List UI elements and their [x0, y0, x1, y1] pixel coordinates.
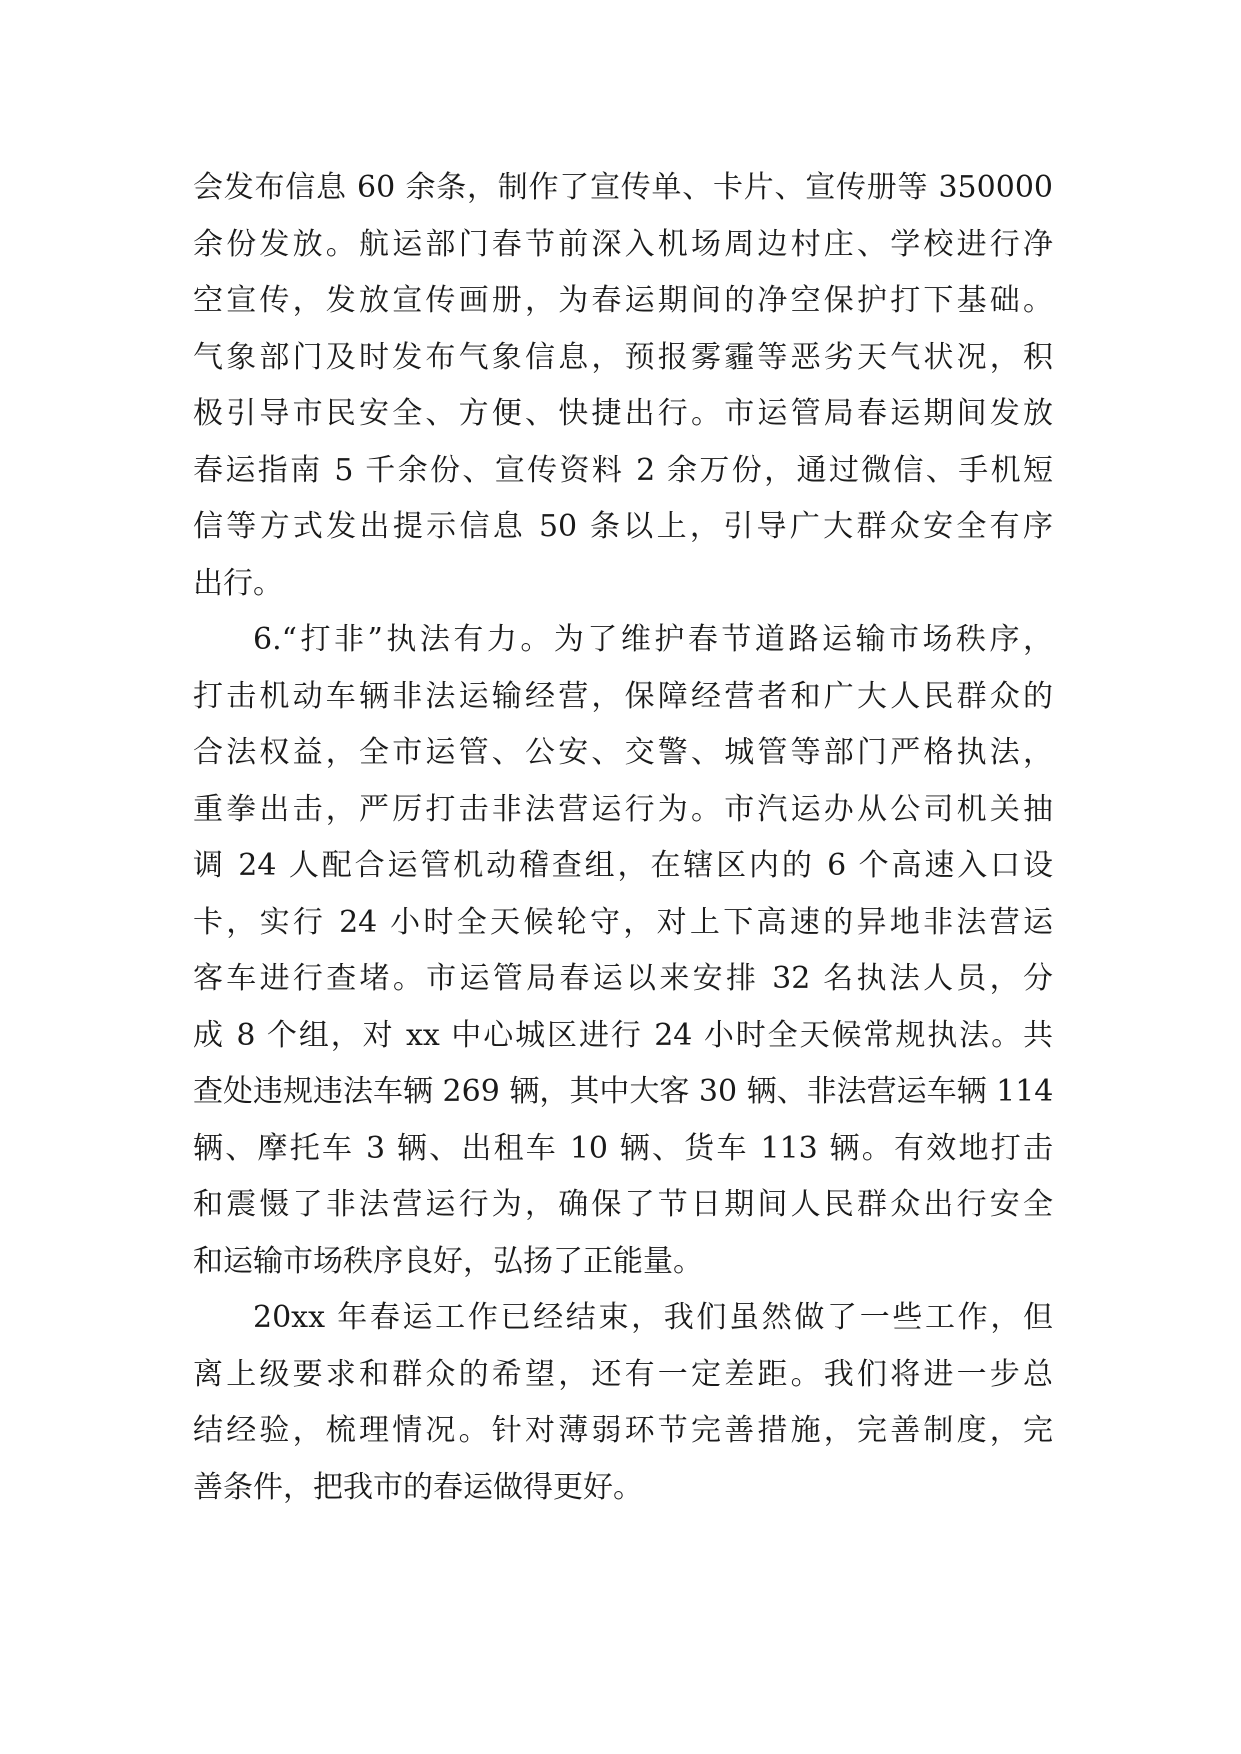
paragraph-publicity: [193, 160, 1053, 612]
text-line: 余份发放。航运部门春节前深入机场周边村庄、学校进行净: [193, 226, 1053, 262]
text-line: 查处违规违法车辆 269 辆，其中大客 30 辆、非法营运车辆 114: [193, 1074, 1053, 1109]
paragraph-conclusion: [193, 1290, 1053, 1516]
text-line: 极引导市民安全、方便、快捷出行。市运管局春运期间发放: [193, 396, 1053, 431]
text-line: 20xx 年春运工作已经结束，我们虽然做了一些工作，但: [253, 1300, 1053, 1335]
text-line: 离上级要求和群众的希望，还有一定差距。我们将进一步总: [193, 1356, 1053, 1392]
text-line: 和震慑了非法营运行为，确保了节日期间人民群众出行安全: [193, 1187, 1053, 1222]
text-line: 卡，实行 24 小时全天候轮守，对上下高速的异地非法营运: [193, 904, 1053, 940]
text-line: 客车进行查堵。市运管局春运以来安排 32 名执法人员，分: [193, 961, 1053, 996]
text-line: 结经验，梳理情况。针对薄弱环节完善措施，完善制度，完: [193, 1413, 1053, 1448]
text-line: 打击机动车辆非法运输经营，保障经营者和广大人民群众的: [193, 678, 1053, 714]
text-line: 气象部门及时发布气象信息，预报雾霾等恶劣天气状况，积: [193, 339, 1053, 375]
text-line: 信等方式发出提示信息 50 条以上，引导广大群众安全有序: [193, 509, 1053, 544]
text-line: 合法权益，全市运管、公安、交警、城管等部门严格执法，: [193, 735, 1053, 770]
paragraph-enforcement: [193, 612, 1053, 1290]
text-line: 善条件，把我市的春运做得更好。: [193, 1469, 643, 1505]
text-line: 空宣传，发放宣传画册，为春运期间的净空保护打下基础。: [193, 283, 1053, 318]
text-line: 辆、摩托车 3 辆、出租车 10 辆、货车 113 辆。有效地打击: [193, 1130, 1053, 1166]
text-line: 春运指南 5 千余份、宣传资料 2 余万份，通过微信、手机短: [193, 452, 1053, 488]
text-line: 调 24 人配合运管机动稽查组，在辖区内的 6 个高速入口设: [193, 848, 1053, 883]
document-body: [193, 160, 1053, 1516]
text-line: 重拳出击，严厉打击非法营运行为。市汽运办从公司机关抽: [193, 791, 1053, 827]
text-line: 和运输市场秩序良好，弘扬了正能量。: [193, 1243, 703, 1279]
text-line: 出行。: [193, 565, 283, 601]
text-line: 成 8 个组，对 xx 中心城区进行 24 小时全天候常规执法。共: [193, 1017, 1053, 1053]
text-line: 6.“打非”执法有力。为了维护春节道路运输市场秩序，: [253, 622, 1053, 657]
text-line: 会发布信息 60 余条，制作了宣传单、卡片、宣传册等 350000: [193, 170, 1053, 205]
